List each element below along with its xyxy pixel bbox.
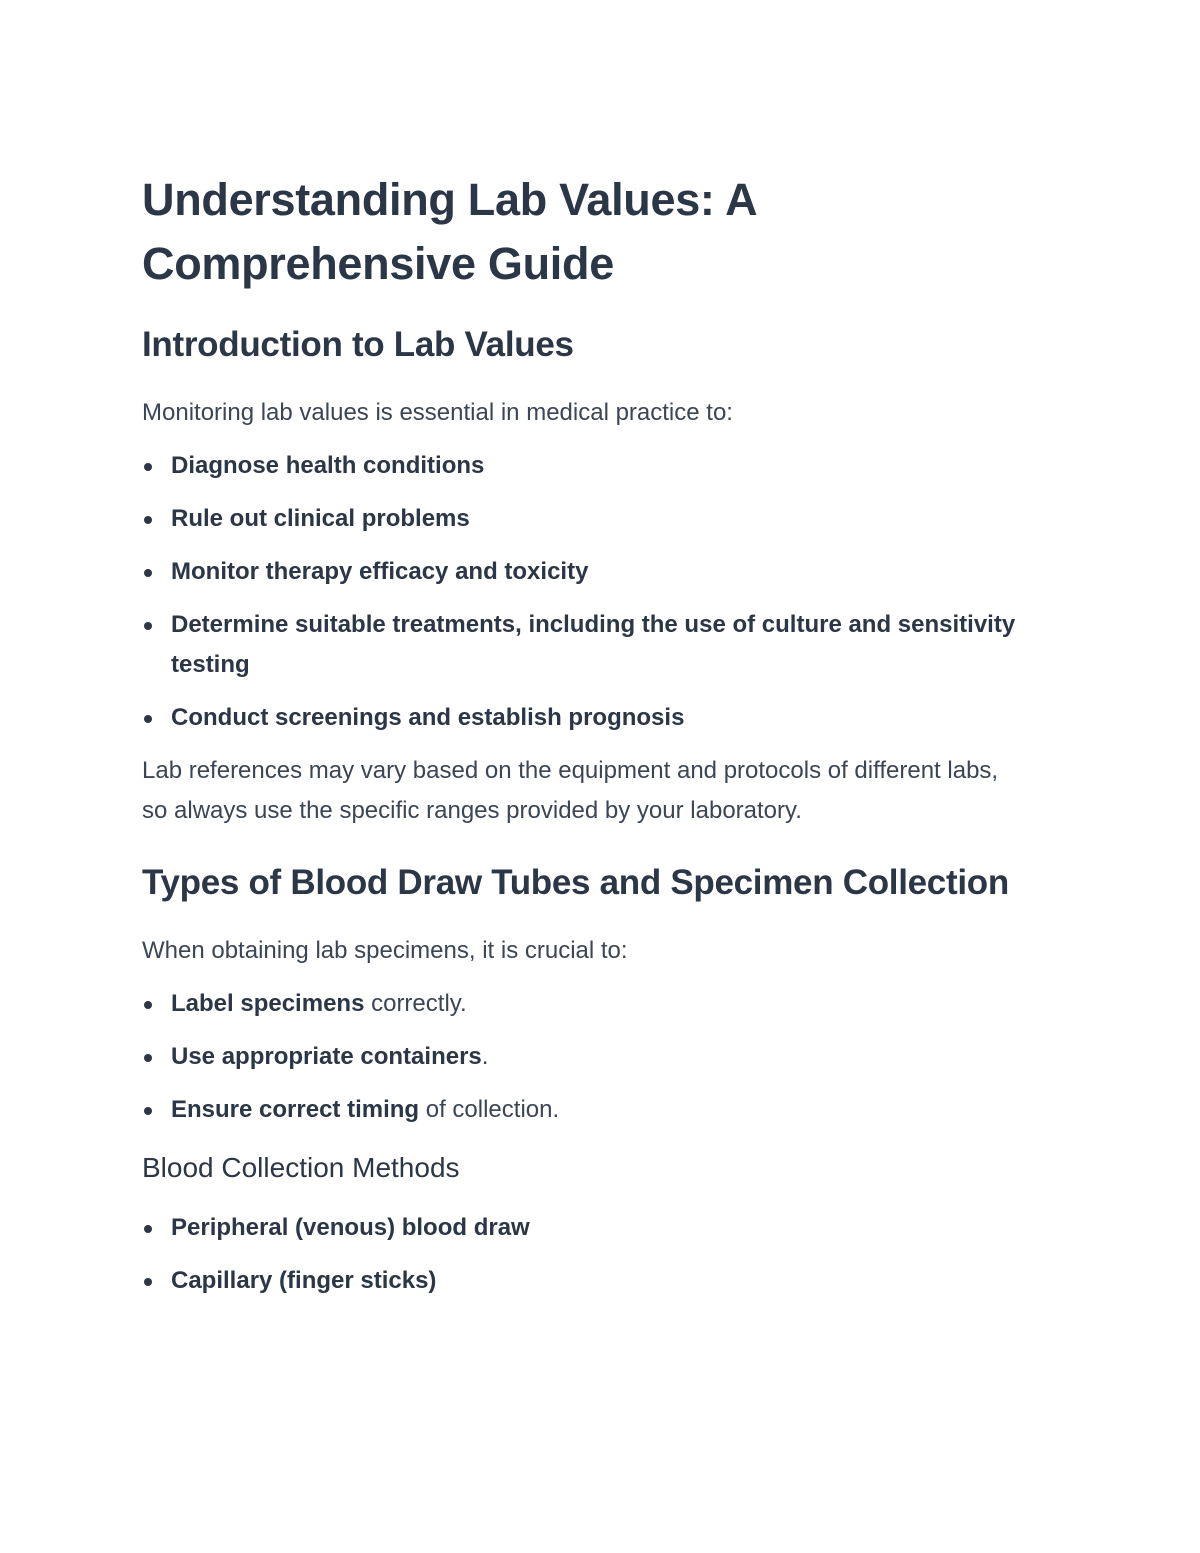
bullet-icon <box>144 516 152 524</box>
bullet-icon <box>144 1278 152 1286</box>
bullet-icon <box>144 1107 152 1115</box>
list-item-text: Capillary (finger sticks) <box>171 1267 437 1294</box>
intro-purpose-list <box>142 446 1022 738</box>
bullet-icon <box>144 1225 152 1233</box>
list-item-text: Determine suitable treatments, including the use of culture and sensitivity testing <box>171 611 1016 678</box>
section-heading-intro: Introduction to Lab Values <box>142 325 574 364</box>
list-item-text: Conduct screenings and establish prognosis <box>171 704 685 731</box>
list-item <box>142 446 1022 486</box>
subsection-heading-methods: Blood Collection Methods <box>142 1152 460 1183</box>
list-item-text: Rule out clinical problems <box>171 505 470 532</box>
list-item <box>142 552 1022 592</box>
list-item-bold-text: Use appropriate containers <box>171 1043 482 1070</box>
list-item-text: correctly. <box>364 990 467 1017</box>
list-item-bold-text: Label specimens <box>171 990 365 1017</box>
list-item <box>142 605 1022 685</box>
bullet-icon <box>144 569 152 577</box>
list-item-bold-text: Ensure correct timing <box>171 1096 420 1123</box>
section-heading-tubes: Types of Blood Draw Tubes and Specimen Collection <box>142 863 1009 902</box>
list-item <box>142 1208 1022 1248</box>
bullet-icon <box>144 715 152 723</box>
intro-lead-paragraph: Monitoring lab values is essential in medical practice to: <box>142 399 733 426</box>
bullet-icon <box>144 1054 152 1062</box>
list-item-text: . <box>481 1043 489 1070</box>
bullet-icon <box>144 622 152 630</box>
list-item-text: Diagnose health conditions <box>171 452 485 479</box>
list-item <box>142 984 1022 1024</box>
list-item <box>142 698 1022 738</box>
specimen-rules-list <box>142 984 1022 1130</box>
list-item-text: Peripheral (venous) blood draw <box>171 1214 530 1241</box>
bullet-icon <box>144 1001 152 1009</box>
list-item <box>142 1037 1022 1077</box>
tubes-lead-paragraph: When obtaining lab specimens, it is crucial to: <box>142 937 628 964</box>
list-item <box>142 499 1022 539</box>
bullet-icon <box>144 463 152 471</box>
list-item-text: Monitor therapy efficacy and toxicity <box>171 558 589 585</box>
list-item <box>142 1090 1022 1130</box>
list-item-text: of collection. <box>419 1096 560 1123</box>
collection-methods-list <box>142 1208 1022 1301</box>
document-page <box>142 168 1022 1301</box>
page-title: Understanding Lab Values: A Comprehensive Guide <box>142 174 756 289</box>
list-item <box>142 1261 1022 1301</box>
lab-reference-note: Lab references may vary based on the equipment and protocols of different labs, so always use the specific ranges provided by your laboratory. <box>142 757 999 824</box>
